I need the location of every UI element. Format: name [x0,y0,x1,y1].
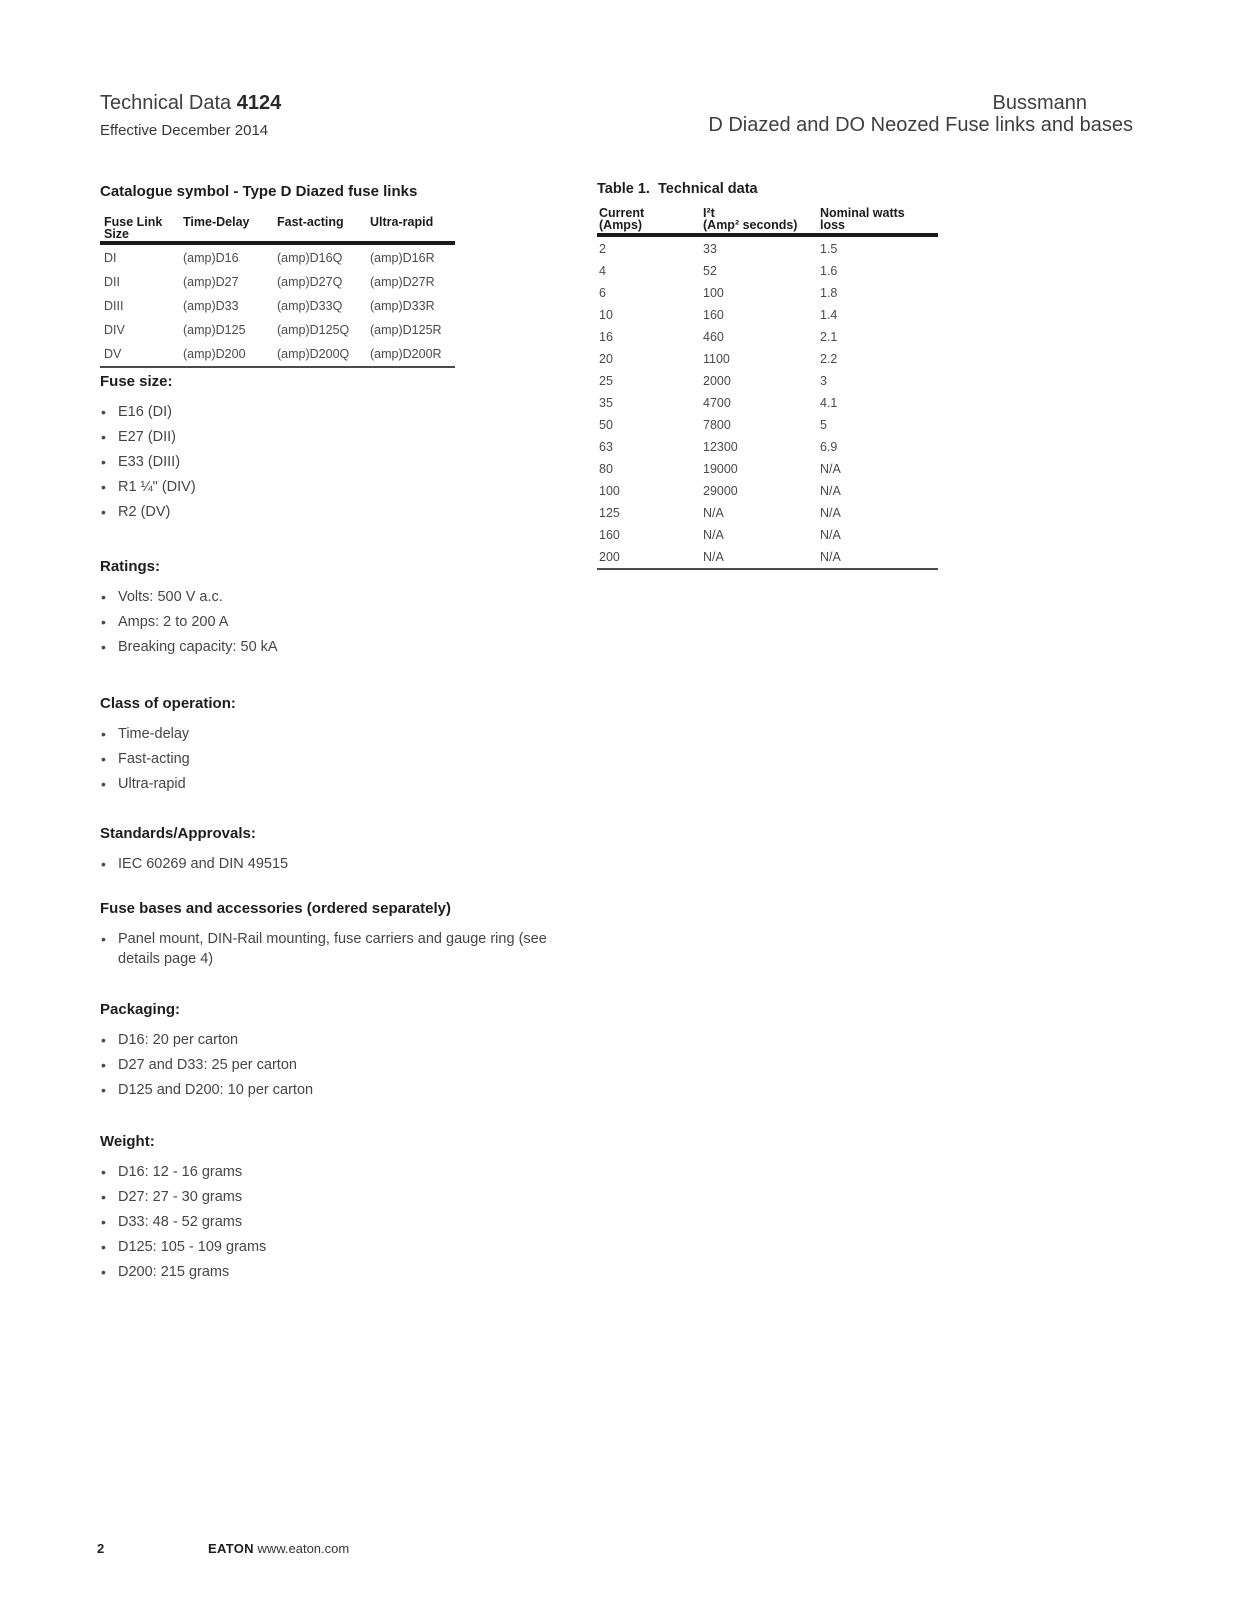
effective-date: Effective December 2014 [100,122,269,139]
table-cell: 1100 [703,352,730,366]
table-cell: 10 [599,308,613,322]
table-cell: DIII [104,299,124,313]
list-item: • Panel mount, DIN-Rail mounting, fuse carriers and gauge ring (see details page 4) [100,929,580,969]
header-left [100,92,281,141]
table-row [597,282,938,304]
section-standards-approvals [100,825,620,879]
table-cell: (amp)D33Q [277,299,343,313]
footer-url: www.eaton.com [257,1541,350,1556]
column-header: Current (Amps) [599,206,645,232]
table-cell: 460 [703,330,724,344]
table-cell: 29000 [703,484,738,498]
table-cell: 2.1 [820,330,838,344]
list-item: • Fast-acting [100,749,580,769]
table-row [597,458,938,480]
column-header: I²t (Amp² seconds) [703,206,798,232]
table-cell: 2 [599,242,606,256]
table-bottom-rule [100,366,455,368]
list-item: • R2 (DV) [100,502,580,522]
section-heading: Fuse size: [100,373,173,390]
list-item: • E16 (DI) [100,402,580,422]
table-cell: N/A [820,528,841,542]
table-cell: (amp)D16R [370,251,435,265]
column-header: Ultra-rapid [370,215,434,229]
section-class-of-operation [100,695,620,799]
bullet-list [100,402,620,522]
table-cell: (amp)D27 [183,275,239,289]
list-item: • E33 (DIII) [100,452,580,472]
technical-table-body [597,238,938,568]
table-row [597,370,938,392]
table-cell: 35 [599,396,613,410]
table-row [597,392,938,414]
table-row [100,318,455,342]
table-row [597,238,938,260]
table-cell: N/A [820,550,841,564]
table-row [100,246,455,270]
table-cell: 3 [820,374,827,388]
technical-table-section [597,182,938,570]
table-cell: 1.5 [820,242,838,256]
section-fuse-size [100,373,620,527]
catalogue-table-title: Catalogue symbol - Type D Diazed fuse links [100,183,418,200]
table-cell: (amp)D125R [370,323,442,337]
table-cell: 25 [599,374,613,388]
table-cell: 63 [599,440,613,454]
bullet-list [100,929,620,969]
table-cell: (amp)D125 [183,323,246,337]
table-cell: (amp)D33 [183,299,239,313]
column-header: Nominal watts loss [820,206,905,232]
section-heading: Ratings: [100,558,160,575]
table-row [100,342,455,366]
table-cell: 4700 [703,396,731,410]
list-item: • Time-delay [100,724,580,744]
table-row [597,260,938,282]
page-title-number: 4124 [236,92,282,114]
section-heading: Class of operation: [100,695,236,712]
list-item: • Volts: 500 V a.c. [100,587,580,607]
table-cell: 80 [599,462,613,476]
brand-name: Bussmann [992,92,1087,114]
table-cell: 2.2 [820,352,838,366]
table-cell: 160 [599,528,620,542]
header-right [708,92,1133,136]
table-cell: 2000 [703,374,731,388]
list-item: • D27: 27 - 30 grams [100,1187,580,1207]
page-title-text: Technical Data [100,92,232,114]
table-row [100,270,455,294]
bullet-list [100,724,620,794]
table-cell: 33 [703,242,717,256]
section-weight [100,1133,620,1287]
table-cell: (amp)D33R [370,299,435,313]
section-heading: Weight: [100,1133,155,1150]
list-item: • Amps: 2 to 200 A [100,612,580,632]
catalogue-table-section [100,184,455,368]
table-cell: 6.9 [820,440,838,454]
table-cell: 16 [599,330,613,344]
table-cell: 6 [599,286,606,300]
table-cell: 4 [599,264,606,278]
table-cell: (amp)D200Q [277,347,350,361]
column-header: Fast-acting [277,215,344,229]
catalogue-table-body [100,246,455,366]
table-cell: N/A [703,506,724,520]
table-cell: (amp)D16Q [277,251,343,265]
table-cell: N/A [820,484,841,498]
section-ratings [100,558,620,662]
table-cell: (amp)D27Q [277,275,343,289]
page-title [100,92,281,114]
table-cell: 5 [820,418,827,432]
table-row [597,502,938,524]
table-cell: N/A [820,462,841,476]
table-cell: 100 [599,484,620,498]
table-header-rule [597,233,938,237]
table-cell: 52 [703,264,717,278]
table-cell: DIV [104,323,125,337]
list-item: • D125: 105 - 109 grams [100,1237,580,1257]
table-row [597,304,938,326]
document-subtitle: D Diazed and DO Neozed Fuse links and bases [708,114,1133,136]
list-item: • Ultra-rapid [100,774,580,794]
section-packaging [100,1001,620,1105]
list-item: • D16: 12 - 16 grams [100,1162,580,1182]
technical-table-title: Table 1. Technical data [597,181,758,197]
table-cell: 1.8 [820,286,838,300]
table-cell: 20 [599,352,613,366]
table-cell: (amp)D125Q [277,323,350,337]
table-cell: 4.1 [820,396,838,410]
list-item: • E27 (DII) [100,427,580,447]
table-cell: DV [104,347,122,361]
table-cell: (amp)D200 [183,347,246,361]
table-cell: N/A [703,550,724,564]
list-item: • D27 and D33: 25 per carton [100,1055,580,1075]
table-cell: 100 [703,286,724,300]
table-cell: 125 [599,506,620,520]
bullet-list [100,1162,620,1282]
table-row [597,348,938,370]
table-cell: DI [104,251,117,265]
table-cell: 7800 [703,418,731,432]
list-item: • D33: 48 - 52 grams [100,1212,580,1232]
table-cell: (amp)D27R [370,275,435,289]
table-row [100,294,455,318]
table-row [597,326,938,348]
technical-table-header-row [597,207,938,231]
column-header: Time-Delay [183,215,250,229]
list-item: • Breaking capacity: 50 kA [100,637,580,657]
footer-brand: EATON [208,1541,254,1556]
list-item: • D16: 20 per carton [100,1030,580,1050]
table-row [597,524,938,546]
table-row [597,436,938,458]
table-cell: 1.6 [820,264,838,278]
table-row [597,546,938,568]
table-cell: DII [104,275,120,289]
catalogue-table-header-row [100,216,455,240]
footer-page-number: 2 [97,1541,105,1556]
table-header-rule [100,241,455,245]
table-cell: N/A [820,506,841,520]
table-row [597,480,938,502]
section-fuse-bases-accessories [100,900,620,974]
footer-brand-url [208,1541,349,1556]
table-cell: (amp)D200R [370,347,442,361]
table-cell: (amp)D16 [183,251,239,265]
table-row [597,414,938,436]
section-heading: Fuse bases and accessories (ordered separately) [100,900,452,917]
list-item: • IEC 60269 and DIN 49515 [100,854,580,874]
section-heading: Standards/Approvals: [100,825,256,842]
column-header: Fuse Link Size [104,215,163,241]
bullet-list [100,1030,620,1100]
table-cell: 50 [599,418,613,432]
bullet-list [100,854,620,874]
list-item: • D200: 215 grams [100,1262,580,1282]
table-cell: 19000 [703,462,738,476]
table-cell: N/A [703,528,724,542]
table-cell: 12300 [703,440,738,454]
section-heading: Packaging: [100,1001,181,1018]
list-item: • D125 and D200: 10 per carton [100,1080,580,1100]
list-item: • R1 ¼" (DIV) [100,477,580,497]
table-cell: 1.4 [820,308,838,322]
bullet-list [100,587,620,657]
table-bottom-rule [597,568,938,570]
table-cell: 200 [599,550,620,564]
table-cell: 160 [703,308,724,322]
